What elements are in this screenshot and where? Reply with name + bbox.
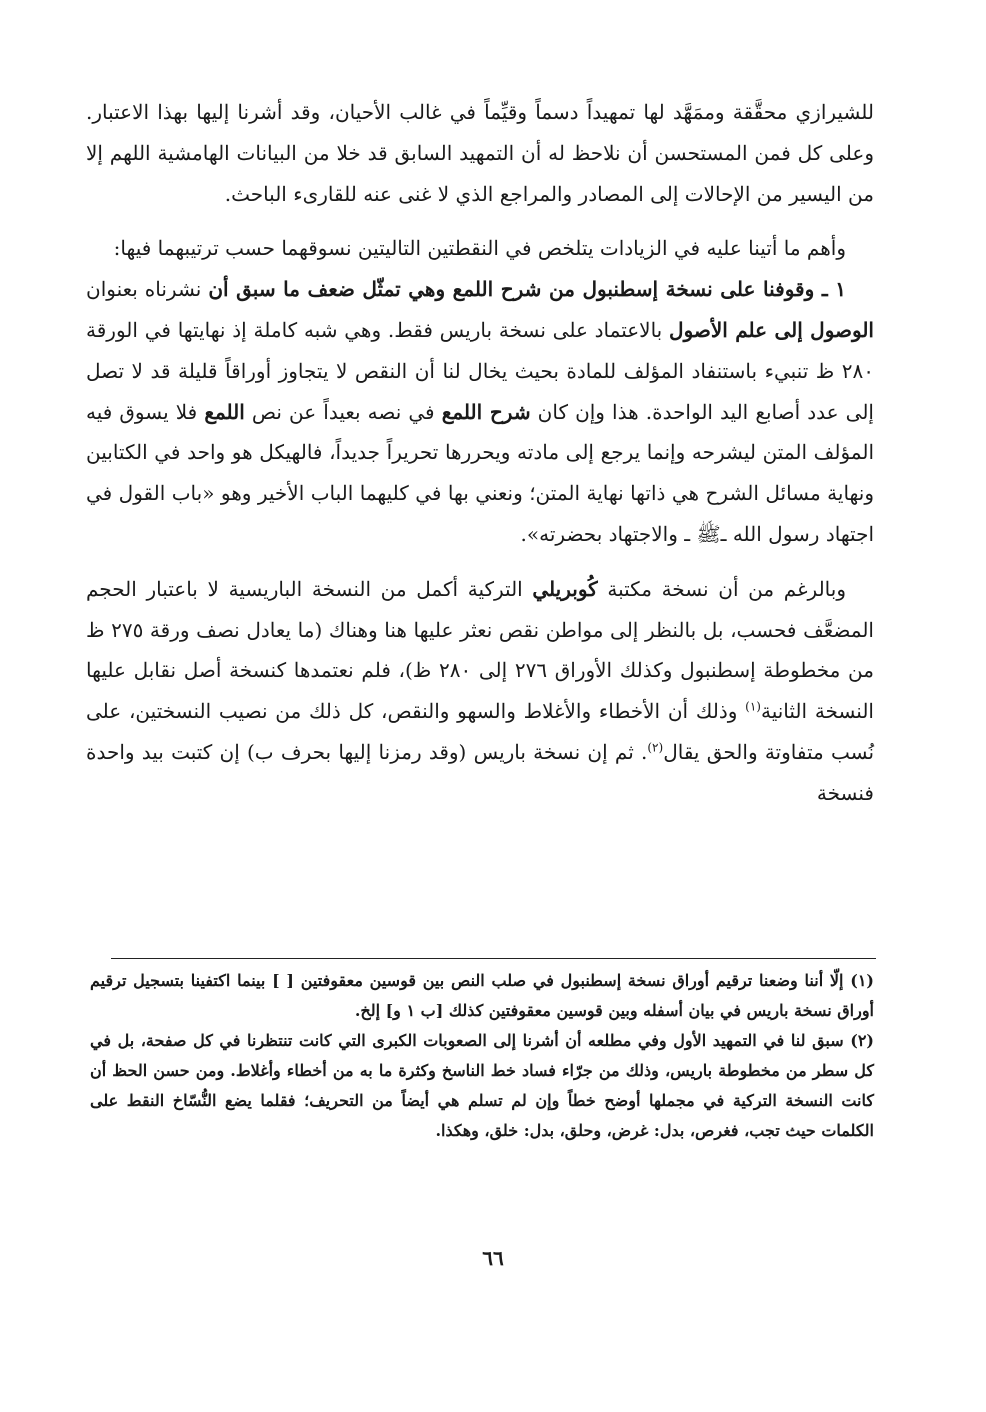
text-run: نشرناه بعنوان xyxy=(86,277,209,302)
text-run: بالاعتماد على نسخة باريس فقط. وهي شبه كاملة إذ نهايتها في الورقة ٢٨٠ ظ تنبيء باستنفاد المؤلف للمادة بحيث يخال لنا أن النقص لا يتجاوز أوراقاً قليلة قد لا تصل إلى عدد أصابع اليد الواحدة. هذا وإن كان xyxy=(86,317,874,424)
text-run: التركية أكمل من النسخة الباريسية لا باعتبار الحجم المضعَّف فحسب، بل بالنظر إلى مواطن نقص نعثر عليها هنا وهناك (ما يعادل نصف ورقة ٢٧٥ ظ من مخطوطة إسطنبول وكذلك الأوراق ٢٧٦ إلى ٢٨٠ ظ)، فلم نعتمدها كنسخة أصل نقابل عليها النسخة الثانية xyxy=(86,576,874,724)
footnote-ref-2[interactable]: (٢) xyxy=(647,740,664,755)
footnote-ref-1[interactable]: (١) xyxy=(745,699,761,714)
paragraph-manuscripts xyxy=(86,569,874,814)
footnotes-block xyxy=(90,966,874,1146)
library-name-koprulu: كُوبريلي xyxy=(532,576,598,601)
book-title-wusul: الوصول إلى علم الأصول xyxy=(669,317,874,342)
text-run: وبالرغم من أن نسخة مكتبة xyxy=(597,576,847,601)
main-text-block xyxy=(86,92,874,814)
footnote-divider xyxy=(111,958,876,959)
footnote-1: (١) إلّا أننا وضعنا ترقيم أوراق نسخة إسطنبول في صلب النص بين قوسين معقوفتين [ ] بينما اكتفينا بتسجيل ترقيم أوراق نسخة باريس في بيان أسفله وبين قوسين معقوفتين كذلك [ب ١ و] إلخ. xyxy=(90,971,874,1020)
footnote-2: (٢) سبق لنا في التمهيد الأول وفي مطلعه أن أشرنا إلى الصعوبات الكبرى التي كانت تنتظرنا في كل صفحة، بل في كل سطر من مخطوطة باريس، وذلك من جرّاء فساد خط الناسخ وكثرة ما به من أخطاء وأغلاط. ومن حسن الحظ أن كانت النسخة التركية في مجملها أوضح خطاً وإن لم تسلم هي أيضاً من التحريف؛ فقلما يضع النُّسّاخ النقط على الكلمات حيث تجب، فغرص، بدل: غرض، وحلق، بدل: خلق، وهكذا. xyxy=(90,1031,874,1140)
paragraph-continuation: للشيرازي محقَّقة وممَهَّد لها تمهيداً دسماً وقيِّماً في غالب الأحيان، وقد أشرنا إليها بهذا الاعتبار. وعلى كل فمن المستحسن أن نلاحظ له أن التمهيد السابق قد خلا من البيانات الهامشية اللهم إلا من اليسير من الإحالات إلى المصادر والمراجع الذي لا غنى عنه للقارىء الباحث. xyxy=(86,100,874,206)
text-run: فلا يسوق فيه المؤلف المتن ليشرحه وإنما يرجع إلى مادته ويحررها تحريراً جديداً، فالهيكل هو واحد في الكتابين ونهاية مسائل الشرح هي ذاتها نهاية المتن؛ ونعني بها في كليهما الباب الأخير وهو «باب القول في اجتهاد رسول الله ـﷺ ـ والاجتهاد بحضرته». xyxy=(86,399,874,546)
text-run: . ثم إن نسخة باريس (وقد رمزنا إليها بحرف ب) إن كتبت بيد واحدة فنسخة xyxy=(86,739,874,805)
paragraph-intro-points: وأهم ما أتينا عليه في الزيادات يتلخص في النقطتين التاليتين نسوقهما حسب ترتيبهما فيها: xyxy=(113,236,846,261)
book-title-al-luma: اللمع xyxy=(204,399,245,424)
book-title-sharh-al-luma: شرح اللمع xyxy=(441,399,531,424)
text-run: في نصه بعيداً عن نص xyxy=(244,399,442,424)
point-one-lead: ١ ـ وقوفنا على نسخة إسطنبول من شرح اللمع وهي تمثّل ضعف ما سبق أن xyxy=(208,277,846,302)
text-run: وذلك أن الأخطاء والأغلاط والسهو والنقص، كل ذلك من نصيب النسختين، على نُسب متفاوتة والحق يقال xyxy=(86,699,875,764)
page-number: ٦٦ xyxy=(482,1246,504,1270)
paragraph-point-one xyxy=(86,269,874,555)
